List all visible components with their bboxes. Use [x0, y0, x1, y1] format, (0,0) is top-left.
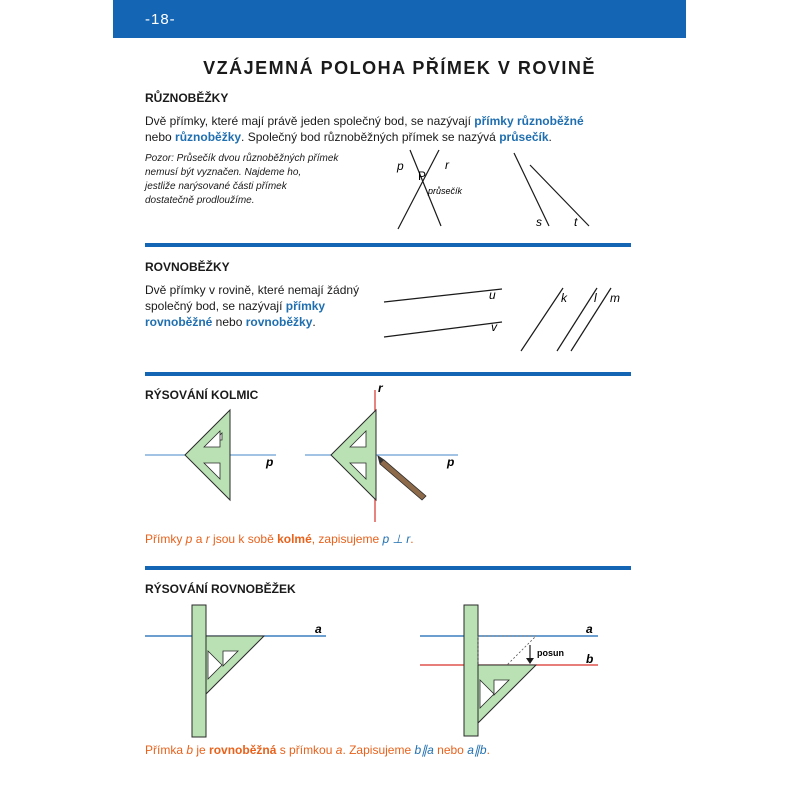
text-run: . — [548, 130, 552, 144]
label-P: P — [418, 169, 427, 183]
ruler — [192, 605, 206, 737]
label-posun: posun — [537, 648, 564, 658]
text-run: jsou k sobě — [209, 532, 278, 546]
var: p — [185, 532, 193, 546]
label-p: p — [397, 159, 404, 173]
text-run: Dvě přímky v rovině, které nemají žádný — [145, 283, 360, 297]
fig-intersecting-lines — [396, 150, 463, 229]
text-run: Přímky — [145, 532, 186, 546]
line-k — [521, 288, 563, 351]
label-k: k — [561, 291, 567, 305]
text-run: s přímkou — [276, 743, 336, 757]
label-r: r — [378, 381, 383, 395]
text-run: , zapisujeme — [311, 532, 383, 546]
section-heading-ruznobezky: RŮZNOBĚŽKY — [145, 91, 229, 105]
label-a: a — [315, 622, 322, 636]
term-highlight: rovnoběžné — [145, 315, 213, 329]
fig-kolmice-2 — [305, 381, 458, 522]
text-run: . — [486, 743, 490, 757]
note-line: jestliže narýsované části přímek — [145, 181, 287, 192]
section-heading-rovnobezek: RÝSOVÁNÍ ROVNOBĚŽEK — [145, 582, 296, 596]
var: b — [186, 743, 194, 757]
set-square — [331, 410, 376, 500]
page-number: -18- — [145, 11, 176, 28]
line-u — [384, 289, 502, 302]
label-p: p — [266, 455, 274, 469]
math-expression: b∥a — [414, 743, 434, 757]
label-a: a — [586, 622, 593, 636]
label-l: l — [594, 291, 597, 305]
section-heading-kolmice: RÝSOVÁNÍ KOLMIC — [145, 388, 259, 402]
label-b: b — [586, 652, 594, 666]
set-square — [185, 410, 230, 500]
text-run: . — [410, 532, 414, 546]
math-expression: a∥b — [467, 743, 487, 757]
note-line: Pozor: Průsečík dvou různoběžných přímek — [145, 153, 339, 164]
label-u: u — [489, 288, 496, 302]
fig-parallel-diagonal — [521, 288, 620, 351]
arrow-down-icon — [526, 645, 534, 664]
text-run: je — [193, 743, 210, 757]
label-v: v — [491, 320, 497, 334]
label-m: m — [610, 291, 620, 305]
fig-parallel-horizontal — [384, 288, 502, 337]
var: r — [205, 532, 210, 546]
term-highlight: přímky různoběžné — [474, 114, 584, 128]
fig-kolmice-1 — [145, 410, 276, 500]
fig-nonmarked-intersection — [514, 153, 589, 229]
fig-rovnobezky-2 — [420, 605, 598, 736]
line-v — [384, 322, 502, 337]
label-p: p — [447, 455, 455, 469]
text-run: . Společný bod různoběžných přímek se nazývá — [241, 130, 500, 144]
note-line: dostatečně prodloužíme. — [145, 195, 255, 206]
text-run: nebo — [212, 315, 246, 329]
text-run: Dvě přímky, které mají právě jeden společný bod, se nazývají — [145, 114, 475, 128]
term-bold: kolmé — [277, 532, 312, 546]
term-bold: rovnoběžná — [209, 743, 277, 757]
term-highlight: rovnoběžky — [245, 315, 313, 329]
fig-rovnobezky-1 — [145, 605, 326, 737]
text-run: nebo — [433, 743, 468, 757]
var: a — [335, 743, 343, 757]
text-run: . Zapisujeme — [342, 743, 415, 757]
label-prusecik: průsečík — [428, 186, 463, 196]
text-run: a — [192, 532, 206, 546]
term-highlight: průsečík — [499, 130, 549, 144]
term-highlight: přímky — [285, 299, 326, 313]
section-heading-rovnobezky: ROVNOBĚŽKY — [145, 260, 230, 274]
text-run: Přímka — [145, 743, 187, 757]
ruler — [464, 605, 478, 736]
note-line: nemusí být vyznačen. Najdeme ho, — [145, 167, 302, 178]
math-expression: p ⊥ r — [382, 532, 411, 546]
line-s — [514, 153, 549, 226]
label-s: s — [536, 215, 542, 229]
text-run: nebo — [145, 130, 176, 144]
pencil-icon — [378, 456, 426, 500]
text-run: . — [312, 315, 316, 329]
label-t: t — [574, 215, 578, 229]
page-title: VZÁJEMNÁ POLOHA PŘÍMEK V ROVINĚ — [203, 58, 596, 78]
term-highlight: různoběžky — [175, 130, 242, 144]
label-r: r — [445, 158, 449, 172]
text-run: společný bod, se nazývají — [145, 299, 286, 313]
